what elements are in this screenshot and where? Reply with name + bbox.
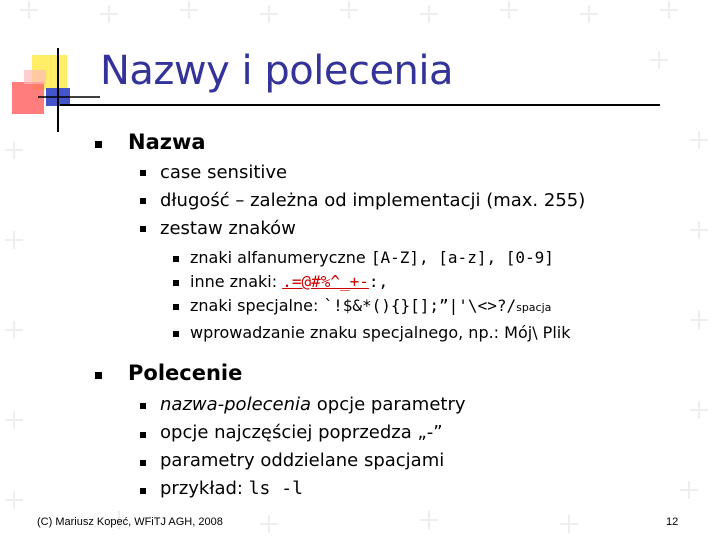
list-item: case sensitive [160,162,288,183]
slide-title: Nazwy i polecenia [100,48,454,94]
bullet [173,331,179,337]
command-name: nazwa-polecenia [160,394,312,415]
bullet [140,432,146,438]
sub-item-suffix: :, [368,272,389,291]
bullet [140,403,146,409]
bullet [140,198,146,204]
list-item [160,394,466,415]
sub-item-label: znaki alfanumeryczne [190,248,371,267]
bullet [95,372,102,379]
example-label: przykład: [160,478,249,499]
sub-item-input: wprowadzanie znaku specjalnego, np.: Mój\ Plik [190,323,571,342]
section-heading-polecenie: Polecenie [128,361,243,385]
list-item: parametry oddzielane spacjami [160,450,445,471]
sub-item-alnum [190,248,554,267]
sub-item-tiny: spacja [516,301,552,314]
title-underline [60,104,660,106]
sub-item-other [190,272,388,291]
bullet [140,488,146,494]
page-number: 12 [666,516,679,528]
bullet [173,280,179,286]
list-item: zestaw znaków [160,218,296,239]
sub-item-value: [A-Z], [a-z], [0-9] [370,248,554,267]
bullet [173,256,179,262]
sub-item-special [190,296,551,315]
bullet [173,304,179,310]
sub-item-value: .=@#%^_+- [282,272,369,291]
bullet [140,170,146,176]
list-item: opcje najczęściej poprzedza „-” [160,422,443,443]
list-item [160,478,303,499]
section-heading-nazwa: Nazwa [128,130,206,154]
command-rest: opcje parametry [311,394,466,415]
decorative-logo [0,0,100,140]
bullet [140,460,146,466]
sub-item-value: `!$&*(){}[];”|'\<>?/ [323,296,517,315]
sub-item-label: znaki specjalne: [190,296,324,315]
bullet [140,226,146,232]
footer-text: (C) Mariusz Kopeć, WFiTJ AGH, 2008 [37,516,223,528]
list-item: długość – zależna od implementacji (max. 255) [160,190,586,211]
sub-item-label: inne znaki: [190,272,283,291]
example-code: ls -l [248,478,303,499]
bullet [95,141,102,148]
